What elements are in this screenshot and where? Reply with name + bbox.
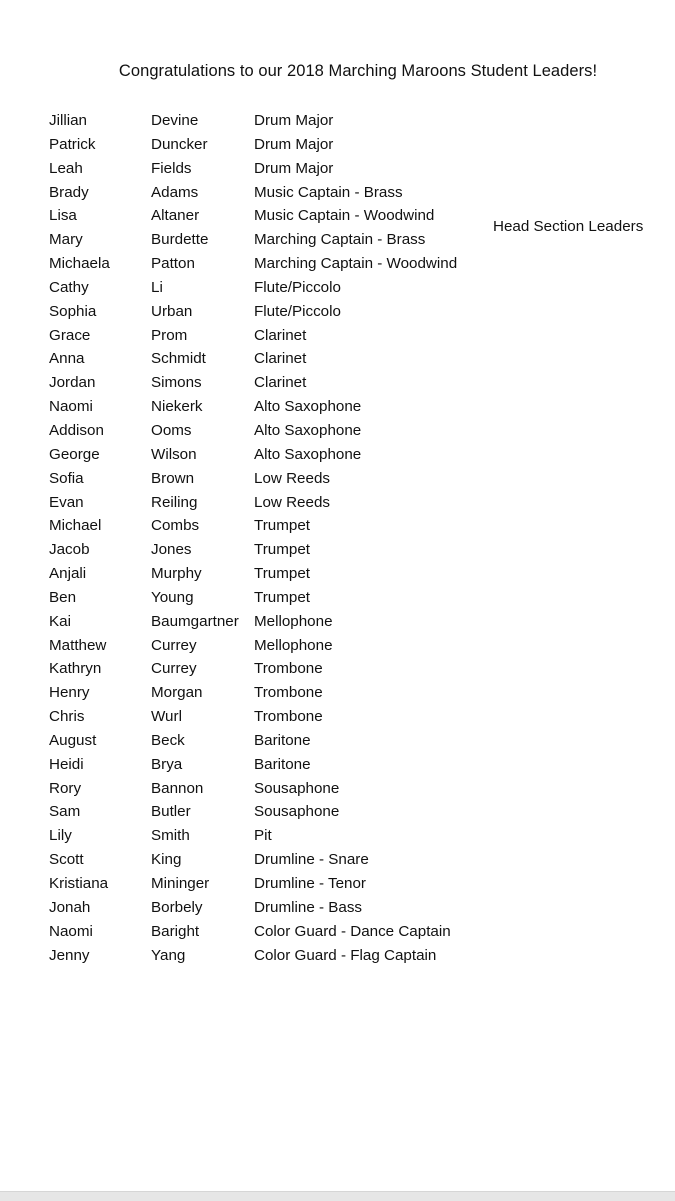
roster-row bbox=[49, 848, 519, 872]
first-name: Chris bbox=[49, 708, 85, 726]
first-name: Jillian bbox=[49, 112, 87, 129]
last-name: Prom bbox=[151, 326, 188, 344]
first-name: Cathy bbox=[49, 278, 89, 296]
roster-row bbox=[49, 538, 519, 562]
first-name: Evan bbox=[49, 493, 84, 511]
roster-row bbox=[49, 610, 519, 634]
roster-row bbox=[49, 657, 519, 681]
leader-role: Sousaphone bbox=[254, 803, 340, 821]
roster-row bbox=[49, 324, 519, 348]
roster-row bbox=[49, 705, 519, 729]
first-name: George bbox=[49, 445, 100, 463]
first-name: Naomi bbox=[49, 398, 93, 416]
roster-row bbox=[49, 681, 519, 705]
leader-role: Drum Major bbox=[254, 159, 334, 177]
roster-row bbox=[49, 204, 519, 228]
leader-role: Trumpet bbox=[254, 517, 310, 535]
first-name: Kathryn bbox=[49, 660, 102, 678]
roster-row bbox=[49, 109, 519, 133]
first-name: Ben bbox=[49, 588, 77, 606]
leader-role: Clarinet bbox=[254, 374, 307, 392]
last-name: Altaner bbox=[151, 207, 200, 225]
last-name: Brya bbox=[151, 755, 183, 773]
roster-row bbox=[49, 729, 519, 753]
last-name: Yang bbox=[151, 946, 186, 964]
first-name: Brady bbox=[49, 183, 89, 201]
last-name: Jones bbox=[151, 541, 192, 559]
last-name: Patton bbox=[151, 255, 195, 273]
leader-role: Alto Saxophone bbox=[254, 445, 362, 463]
roster-row bbox=[49, 777, 519, 801]
first-name: August bbox=[49, 731, 97, 749]
leader-role: Drum Major bbox=[254, 135, 334, 153]
first-name: Anna bbox=[49, 350, 85, 368]
leader-role: Baritone bbox=[254, 755, 311, 773]
leader-role: Music Captain - Woodwind bbox=[254, 207, 435, 225]
roster-row bbox=[49, 800, 519, 824]
leaders-roster bbox=[49, 109, 519, 967]
first-name: Rory bbox=[49, 779, 82, 797]
roster-row bbox=[49, 157, 519, 181]
first-name: Lily bbox=[49, 827, 72, 845]
last-name: Simons bbox=[151, 374, 202, 392]
first-name: Sofia bbox=[49, 469, 84, 487]
last-name: Currey bbox=[151, 636, 197, 654]
last-name: Schmidt bbox=[151, 350, 206, 368]
leader-role: Trombone bbox=[254, 684, 323, 702]
leader-role: Sousaphone bbox=[254, 779, 340, 797]
first-name: Jordan bbox=[49, 374, 96, 392]
leader-role: Clarinet bbox=[254, 326, 307, 344]
roster-row bbox=[49, 920, 519, 944]
last-name: Young bbox=[151, 588, 194, 606]
roster-row bbox=[49, 133, 519, 157]
first-name: Kristiana bbox=[49, 875, 109, 892]
leader-role: Music Captain - Brass bbox=[254, 183, 403, 201]
first-name: Leah bbox=[49, 159, 83, 177]
first-name: Sam bbox=[49, 803, 81, 821]
roster-row bbox=[49, 181, 519, 205]
last-name: Baright bbox=[151, 922, 200, 940]
last-name: Reiling bbox=[151, 493, 198, 511]
roster-row bbox=[49, 562, 519, 586]
roster-row bbox=[49, 371, 519, 395]
first-name: Anjali bbox=[49, 565, 87, 583]
roster-row bbox=[49, 514, 519, 538]
page-title: Congratulations to our 2018 Marching Maroons Student Leaders! bbox=[118, 62, 598, 80]
roster-row bbox=[49, 419, 519, 443]
last-name: Borbely bbox=[151, 898, 203, 916]
first-name: Grace bbox=[49, 326, 91, 344]
first-name: Matthew bbox=[49, 636, 107, 654]
first-name: Naomi bbox=[49, 922, 93, 940]
first-name: Addison bbox=[49, 421, 104, 439]
leader-role: Trumpet bbox=[254, 541, 310, 559]
roster-row bbox=[49, 872, 519, 896]
head-section-leaders-note: Head Section Leaders bbox=[493, 218, 644, 235]
roster-row bbox=[49, 944, 519, 968]
roster-row bbox=[49, 896, 519, 920]
leader-role: Pit bbox=[254, 827, 272, 845]
first-name: Scott bbox=[49, 851, 84, 869]
last-name: King bbox=[151, 851, 182, 869]
last-name: Murphy bbox=[151, 565, 202, 583]
first-name: Jenny bbox=[49, 946, 90, 964]
first-name: Patrick bbox=[49, 135, 96, 153]
leader-role: Trombone bbox=[254, 660, 323, 678]
leader-role: Baritone bbox=[254, 731, 311, 749]
first-name: Jacob bbox=[49, 541, 90, 559]
roster-row bbox=[49, 228, 519, 252]
last-name: Wurl bbox=[151, 708, 182, 726]
leader-role: Mellophone bbox=[254, 636, 333, 654]
roster-row bbox=[49, 252, 519, 276]
leader-role: Clarinet bbox=[254, 350, 307, 368]
leader-role: Drum Major bbox=[254, 112, 334, 129]
roster-row bbox=[49, 753, 519, 777]
first-name: Henry bbox=[49, 684, 90, 702]
roster-row bbox=[49, 467, 519, 491]
first-name: Sophia bbox=[49, 302, 97, 320]
leader-role: Flute/Piccolo bbox=[254, 278, 341, 296]
first-name: Jonah bbox=[49, 898, 91, 916]
last-name: Wilson bbox=[151, 445, 197, 463]
last-name: Li bbox=[151, 278, 163, 296]
last-name: Adams bbox=[151, 183, 199, 201]
roster-row bbox=[49, 347, 519, 371]
first-name: Michaela bbox=[49, 255, 110, 273]
last-name: Bannon bbox=[151, 779, 204, 797]
roster-row bbox=[49, 586, 519, 610]
leader-role: Trumpet bbox=[254, 588, 310, 606]
last-name: Butler bbox=[151, 803, 191, 821]
leader-role: Alto Saxophone bbox=[254, 421, 362, 439]
leader-role: Mellophone bbox=[254, 612, 333, 630]
leader-role: Drumline - Bass bbox=[254, 898, 363, 916]
last-name: Combs bbox=[151, 517, 200, 535]
last-name: Baumgartner bbox=[151, 612, 239, 630]
leader-role: Color Guard - Flag Captain bbox=[254, 946, 437, 964]
leader-role: Drumline - Tenor bbox=[254, 875, 366, 892]
leader-role: Low Reeds bbox=[254, 493, 330, 511]
last-name: Brown bbox=[151, 469, 195, 487]
last-name: Fields bbox=[151, 159, 192, 177]
last-name: Urban bbox=[151, 302, 193, 320]
first-name: Kai bbox=[49, 612, 71, 630]
first-name: Heidi bbox=[49, 755, 84, 773]
leader-role: Color Guard - Dance Captain bbox=[254, 922, 451, 940]
last-name: Niekerk bbox=[151, 398, 203, 416]
last-name: Devine bbox=[151, 112, 199, 129]
roster-row bbox=[49, 276, 519, 300]
leader-role: Drumline - Snare bbox=[254, 851, 369, 869]
last-name: Morgan bbox=[151, 684, 203, 702]
leader-role: Marching Captain - Brass bbox=[254, 231, 426, 249]
last-name: Ooms bbox=[151, 421, 192, 439]
roster-row bbox=[49, 395, 519, 419]
roster-row bbox=[49, 443, 519, 467]
first-name: Lisa bbox=[49, 207, 77, 225]
last-name: Duncker bbox=[151, 135, 208, 153]
roster-row bbox=[49, 634, 519, 658]
leader-role: Trombone bbox=[254, 708, 323, 726]
last-name: Beck bbox=[151, 731, 185, 749]
last-name: Mininger bbox=[151, 875, 210, 892]
leader-role: Low Reeds bbox=[254, 469, 330, 487]
first-name: Mary bbox=[49, 231, 83, 249]
leader-role: Trumpet bbox=[254, 565, 310, 583]
last-name: Smith bbox=[151, 827, 190, 845]
roster-row bbox=[49, 300, 519, 324]
roster-row bbox=[49, 824, 519, 848]
last-name: Currey bbox=[151, 660, 197, 678]
first-name: Michael bbox=[49, 517, 102, 535]
leader-role: Alto Saxophone bbox=[254, 398, 362, 416]
roster-row bbox=[49, 491, 519, 515]
leader-role: Flute/Piccolo bbox=[254, 302, 341, 320]
leader-role: Marching Captain - Woodwind bbox=[254, 255, 458, 273]
last-name: Burdette bbox=[151, 231, 209, 249]
